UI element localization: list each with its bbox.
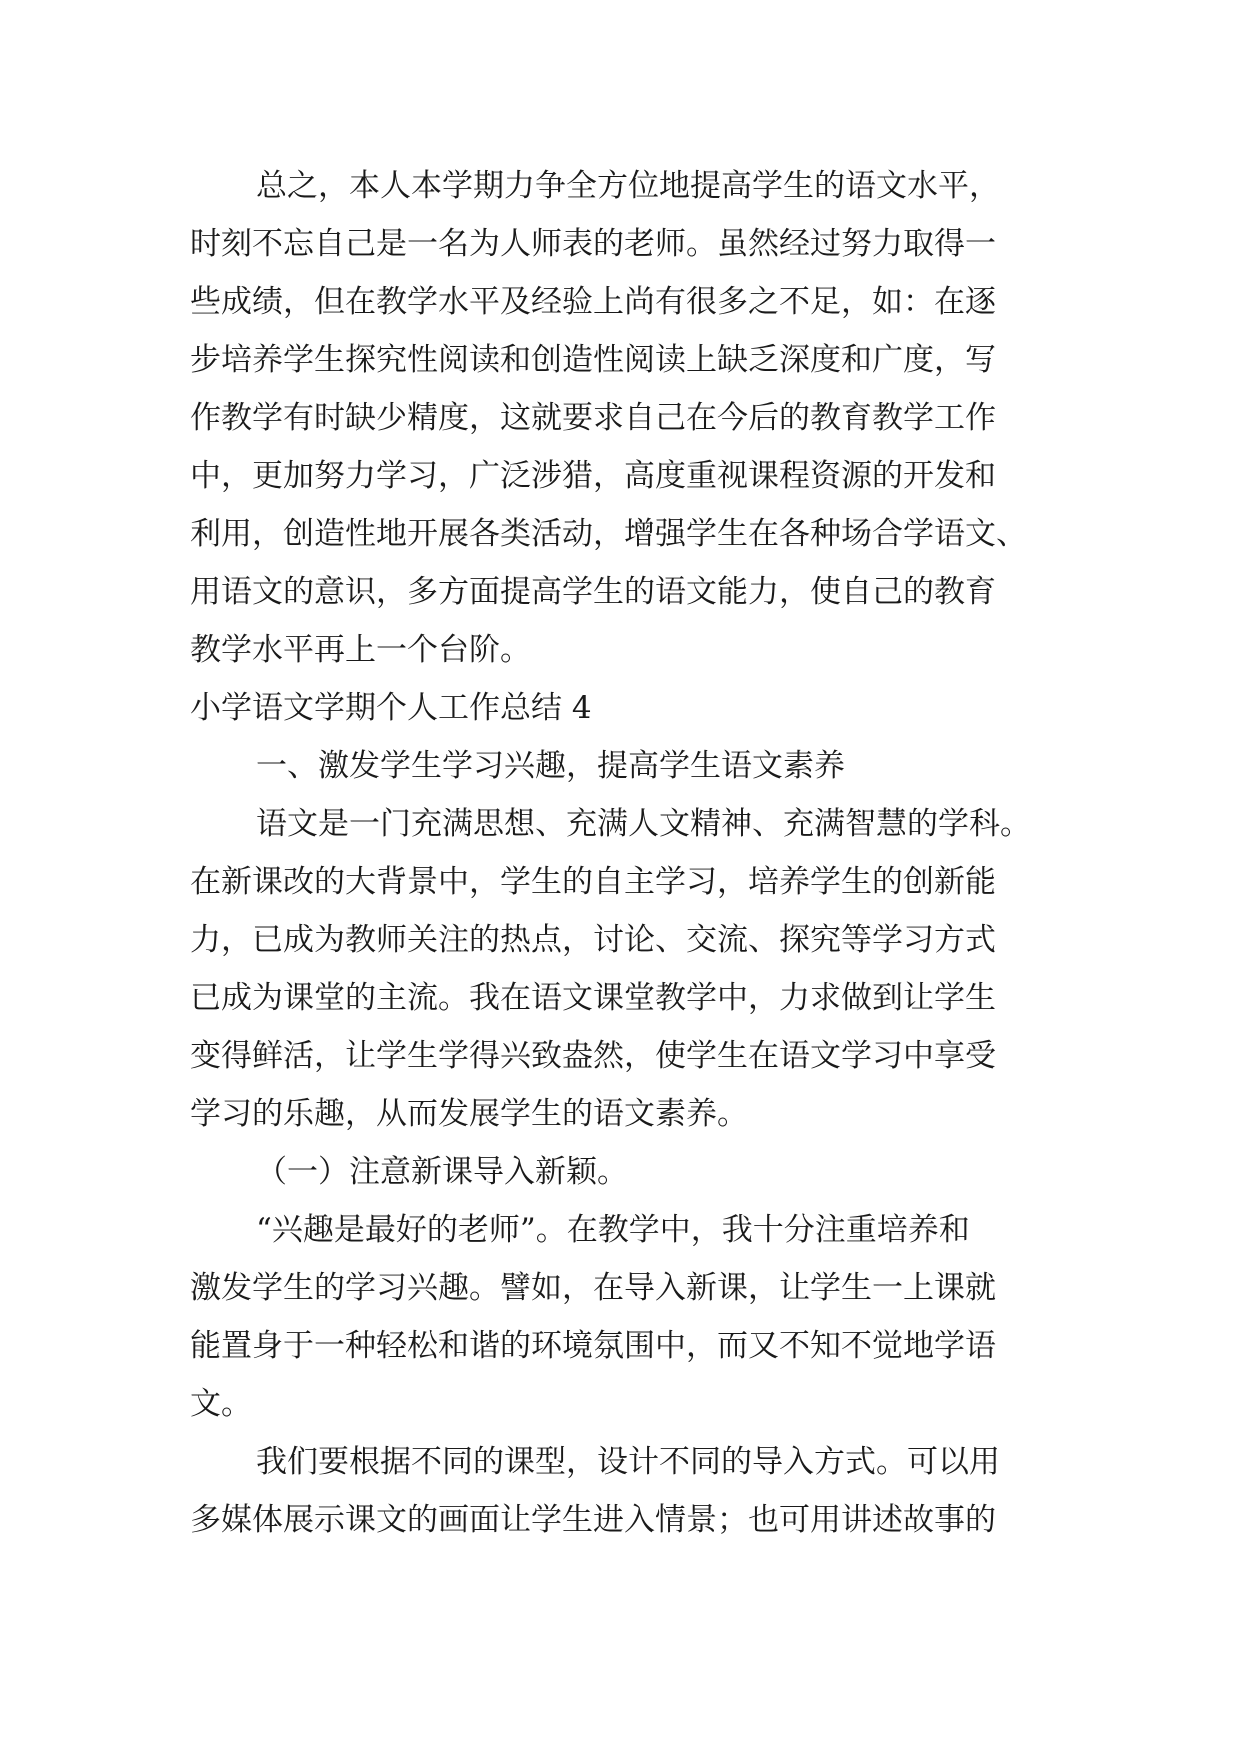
paragraph-line: 变得鲜活，让学生学得兴致盎然，使学生在语文学习中享受 [190, 1038, 996, 1074]
paragraph-line: “兴趣是最好的老师”。在教学中，我十分注重培养和 [256, 1212, 970, 1248]
paragraph-line: 作教学有时缺少精度，这就要求自己在今后的教育教学工作 [190, 400, 996, 436]
paragraph-line: 教学水平再上一个台阶。 [190, 632, 531, 668]
paragraph-line: 已成为课堂的主流。我在语文课堂教学中，力求做到让学生 [190, 980, 996, 1016]
paragraph-line: 多媒体展示课文的画面让学生进入情景；也可用讲述故事的 [190, 1502, 996, 1538]
paragraph-line: 我们要根据不同的课型，设计不同的导入方式。可以用 [256, 1444, 1000, 1480]
paragraph-line: 利用，创造性地开展各类活动，增强学生在各种场合学语文、 [190, 516, 1027, 552]
paragraph-line: 时刻不忘自己是一名为人师表的老师。虽然经过努力取得一 [190, 226, 996, 262]
paragraph-line: 在新课改的大背景中，学生的自主学习，培养学生的创新能 [190, 864, 996, 900]
paragraph-line: 步培养学生探究性阅读和创造性阅读上缺乏深度和广度，写 [190, 342, 996, 378]
paragraph-line: 些成绩，但在教学水平及经验上尚有很多之不足，如：在逐 [190, 284, 996, 320]
paragraph-line: 文。 [190, 1386, 252, 1422]
paragraph-line: 总之，本人本学期力争全方位地提高学生的语文水平， [256, 168, 1000, 204]
paragraph-line: 中，更加努力学习，广泛涉猎，高度重视课程资源的开发和 [190, 458, 996, 494]
subsection-heading: （一）注意新课导入新颖。 [256, 1154, 628, 1190]
paragraph-line: 激发学生的学习兴趣。譬如，在导入新课，让学生一上课就 [190, 1270, 996, 1306]
paragraph-line: 学习的乐趣，从而发展学生的语文素养。 [190, 1096, 748, 1132]
section-heading: 一、激发学生学习兴趣，提高学生语文素养 [256, 748, 845, 784]
paragraph-line: 能置身于一种轻松和谐的环境氛围中，而又不知不觉地学语 [190, 1328, 996, 1364]
paragraph-line: 语文是一门充满思想、充满人文精神、充满智慧的学科。 [256, 806, 1031, 842]
paragraph-line: 用语文的意识，多方面提高学生的语文能力，使自己的教育 [190, 574, 996, 610]
paragraph-line: 力，已成为教师关注的热点，讨论、交流、探究等学习方式 [190, 922, 996, 958]
section-title: 小学语文学期个人工作总结 4 [190, 690, 592, 726]
